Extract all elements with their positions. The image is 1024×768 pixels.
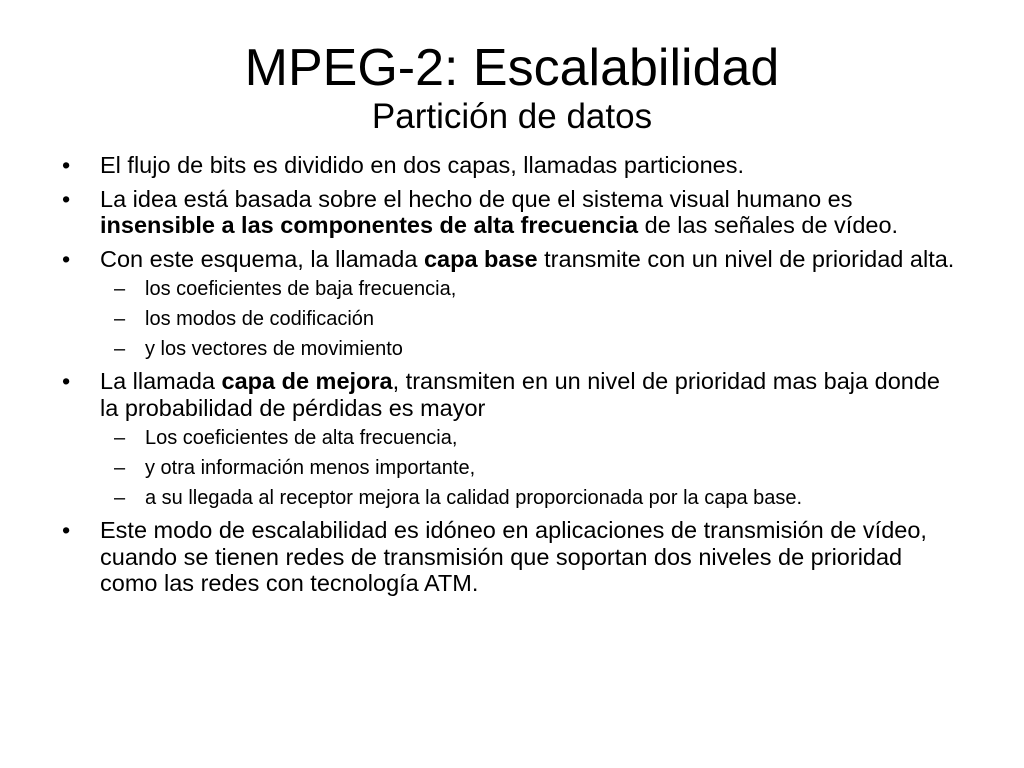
bullet-item [58,246,963,362]
bullet-item [58,152,963,179]
sub-bullet-item [100,427,963,450]
bullet-list [58,152,963,604]
dash-marker: – [114,427,126,449]
sub-bullet-text: a su llegada al receptor mejora la calidad proporcionada por la capa base. [145,487,803,509]
sub-bullet-text: los modos de codificación [145,308,375,330]
dash-marker: – [114,487,126,509]
bullet-emphasis: capa de mejora [221,368,393,394]
sub-bullet-text: y los vectores de movimiento [145,338,403,360]
bullet-marker: • [62,185,71,212]
bullet-item [58,368,963,510]
slide-title-block [0,38,1024,136]
bullet-marker: • [62,368,71,394]
bullet-text: El flujo de bits es dividido en dos capas, llamadas particiones. [100,152,745,178]
dash-marker: – [114,308,126,330]
bullet-text: La idea está basada sobre el hecho de que el sistema visual humano es [100,185,853,212]
bullet-item [58,517,963,597]
bullet-item [58,186,963,239]
bullet-text: , transmiten en un nivel de prioridad mas baja donde la probabilidad de pérdidas es mayor [100,368,940,421]
bullet-text: Este modo de escalabilidad es idóneo en aplicaciones de transmisión de vídeo, cuando se tienen redes de transmisión que soportan dos niveles de prioridad como las redes con tecnología ATM. [100,517,927,596]
bullet-emphasis: capa base [423,245,538,272]
slide-title: MPEG-2: Escalabilidad [244,39,780,97]
sub-bullet-item [100,338,963,361]
sub-bullet-text: los coeficientes de baja frecuencia, [145,278,457,300]
sub-bullet-item [100,278,963,301]
bullet-marker: • [62,245,71,272]
bullet-text: La llamada [100,368,222,394]
bullet-marker: • [62,517,71,543]
sub-bullet-list [100,427,963,510]
sub-bullet-item [100,487,963,510]
dash-marker: – [114,278,126,300]
sub-bullet-item [100,457,963,480]
bullet-text: de las señales de vídeo. [638,212,899,238]
sub-bullet-item [100,308,963,331]
bullet-emphasis: insensible a las componentes de alta frecuencia [100,212,639,238]
sub-bullet-text: Los coeficientes de alta frecuencia, [145,427,458,449]
dash-marker: – [114,457,126,479]
bullet-text: transmite con un nivel de prioridad alta. [537,245,955,272]
slide-subtitle: Partición de datos [371,97,653,136]
sub-bullet-list [100,278,963,361]
dash-marker: – [114,338,126,360]
sub-bullet-text: y otra información menos importante, [145,457,476,479]
bullet-text: Con este esquema, la llamada [100,245,424,272]
bullet-marker: • [62,152,71,178]
